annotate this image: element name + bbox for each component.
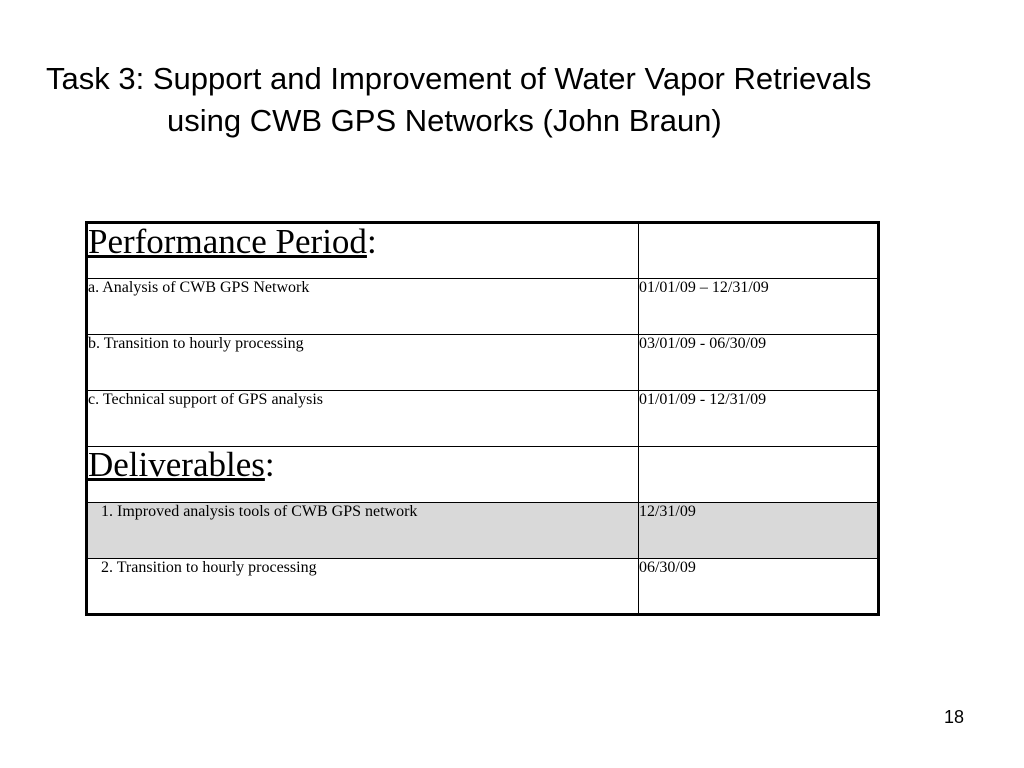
performance-header-cell (87, 223, 639, 279)
schedule-table (85, 221, 880, 616)
performance-header-empty (638, 223, 878, 279)
task-dates: 01/01/09 – 12/31/09 (638, 279, 878, 335)
task-dates: 03/01/09 - 06/30/09 (638, 335, 878, 391)
table-row (87, 335, 879, 391)
task-item: c. Technical support of GPS analysis (87, 391, 639, 447)
deliverables-header-label: Deliverables (88, 445, 265, 484)
performance-header-label: Performance Period (88, 222, 367, 261)
deliverable-date: 06/30/09 (638, 559, 878, 615)
deliverables-header-colon: : (264, 445, 275, 484)
performance-header-colon: : (366, 222, 377, 261)
task-item: b. Transition to hourly processing (87, 335, 639, 391)
task-item: a. Analysis of CWB GPS Network (87, 279, 639, 335)
table-row (87, 503, 879, 559)
deliverable-item: 1. Improved analysis tools of CWB GPS network (87, 503, 639, 559)
slide-title-line1: Task 3: Support and Improvement of Water Vapor Retrievals (46, 61, 872, 96)
task-dates: 01/01/09 - 12/31/09 (638, 391, 878, 447)
page-number: 18 (943, 707, 964, 727)
deliverable-date: 12/31/09 (638, 503, 878, 559)
deliverables-header-empty (638, 447, 878, 503)
table-row (87, 559, 879, 615)
slide-title-line2: using CWB GPS Networks (John Braun) (167, 103, 722, 138)
deliverables-header-cell (87, 447, 639, 503)
performance-header-row (87, 223, 879, 279)
deliverable-item: 2. Transition to hourly processing (87, 559, 639, 615)
table-row (87, 279, 879, 335)
table-row (87, 391, 879, 447)
slide-title (46, 58, 871, 142)
deliverables-header-row (87, 447, 879, 503)
